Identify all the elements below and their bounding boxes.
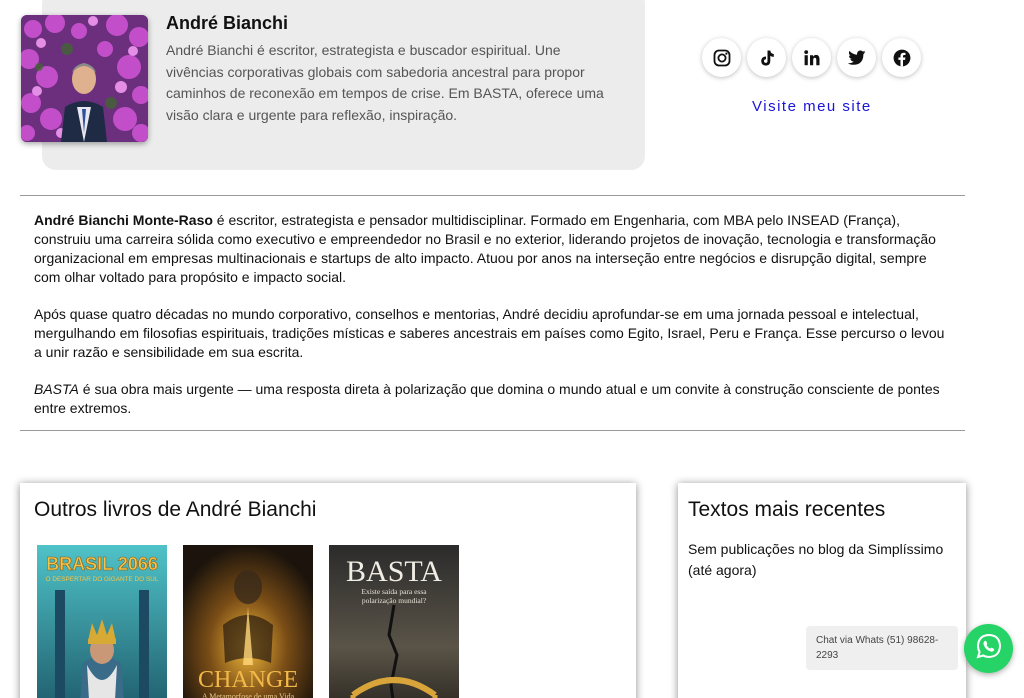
book-1-subtitle: O DESPERTAR DO GIGANTE DO SUL <box>45 576 159 583</box>
bio-paragraph-1 <box>34 211 956 287</box>
book-3-title: BASTA <box>346 555 442 588</box>
bio-paragraph-1-text: é escritor, estrategista e pensador multidisciplinar. Formado em Engenharia, com MBA pelo INSEAD (França), construiu uma carreira sólida como executivo e empreendedor no Brasil e no exterior, liderando projetos de inovação, tecnologia e transformação organizacional em empresas multinacionais e startups de alto impacto. Atuou por anos na interseção entre negócios e disrupção digital, sempre com olhar voltado para propósito e impacto social. <box>34 212 936 285</box>
twitter-button[interactable] <box>837 38 876 77</box>
instagram-icon <box>713 49 731 67</box>
book-3-subtitle: Existe saída para essa polarização mundial? <box>361 587 427 605</box>
tiktok-icon <box>758 49 776 67</box>
author-short-bio: André Bianchi é escritor, estrategista e buscador espiritual. Une vivências corporativas globais com sabedoria ancestral para propor caminhos de reconexão em tempos de crise. Em BASTA, oferece uma visão clara e urgente para reflexão, inspiração. <box>166 42 604 123</box>
recent-texts-empty-message: Sem publicações no blog da Simplíssimo (até agora) <box>688 541 944 578</box>
book-cover-brasil-2066[interactable] <box>37 545 167 698</box>
author-photo <box>21 15 148 142</box>
linkedin-button[interactable] <box>792 38 831 77</box>
facebook-button[interactable] <box>882 38 921 77</box>
instagram-button[interactable] <box>702 38 741 77</box>
recent-texts-title: Textos mais recentes <box>688 498 886 521</box>
divider-bottom <box>20 430 965 431</box>
bio-author-fullname: André Bianchi Monte-Raso <box>34 212 213 228</box>
bio-book-title: BASTA <box>34 381 79 397</box>
facebook-icon <box>893 49 911 67</box>
social-links <box>702 38 921 77</box>
book-2-subtitle: A Metamorfose de uma Vida <box>201 692 295 698</box>
author-full-bio <box>34 211 956 436</box>
author-name: André Bianchi <box>166 13 289 33</box>
other-books-panel <box>20 483 636 698</box>
other-books-title: Outros livros de André Bianchi <box>34 498 317 521</box>
whatsapp-icon <box>975 632 1003 665</box>
whatsapp-chat-bubble[interactable]: Chat via Whats (51) 98628-2293 <box>806 626 958 670</box>
linkedin-icon <box>803 49 821 67</box>
book-cover-change[interactable] <box>183 545 313 698</box>
book-1-title: BRASIL 2066 <box>46 554 158 574</box>
tiktok-button[interactable] <box>747 38 786 77</box>
bio-paragraph-3 <box>34 380 956 418</box>
bio-paragraph-3-text: é sua obra mais urgente — uma resposta direta à polarização que domina o mundo atual e um convite à construção consciente de pontes entre extremos. <box>34 381 940 416</box>
whatsapp-button[interactable] <box>964 624 1013 673</box>
visit-site-link[interactable]: Visite meu site <box>752 98 872 115</box>
book-cover-basta[interactable] <box>329 545 459 698</box>
book-2-title: CHANGE <box>198 667 298 693</box>
bio-paragraph-2: Após quase quatro décadas no mundo corporativo, conselhos e mentorias, André decidiu aprofundar-se em uma jornada pessoal e intelectual, mergulhando em filosofias espirituais, tradições místicas e saberes ancestrais em países como Egito, Israel, Peru e França. Esse percurso o levou a unir razão e sensibilidade em sua escrita. <box>34 306 945 360</box>
twitter-icon <box>847 50 866 66</box>
divider-top <box>20 195 965 196</box>
